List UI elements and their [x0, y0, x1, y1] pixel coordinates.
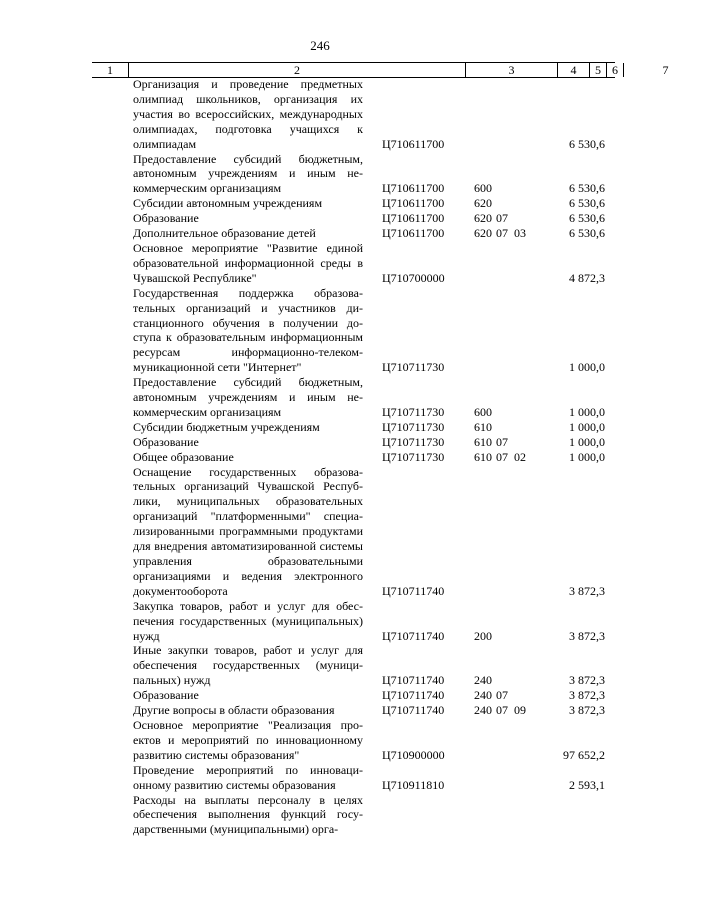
row-amount: 1 000,0 [569, 404, 605, 419]
table-row [0, 703, 640, 718]
row-amount: 3 872,3 [569, 688, 605, 703]
row-section: 07 [496, 449, 508, 464]
row-description: Закупка товаров, работ и услуг для обеспечения государственных (муниципальных) нужд [133, 598, 363, 643]
row-amount: 1 000,0 [569, 419, 605, 434]
row-subsection: 03 [514, 226, 526, 241]
row-description: Предоставление субсидий бюджетным, автономным учреждениям и иным некоммерческим организациям [133, 151, 363, 196]
table-row [0, 286, 640, 375]
row-expense-type: 620 [474, 196, 492, 211]
row-description: Основное мероприятие "Реализация проектов и мероприятий по инновационному развитию системы образования" [133, 717, 363, 762]
table-row [0, 599, 640, 644]
row-amount: 1 000,0 [569, 434, 605, 449]
table-row [0, 718, 640, 763]
row-amount: 1 000,0 [569, 360, 605, 375]
row-code: Ц710711730 [382, 449, 445, 464]
row-expense-type: 610 [474, 419, 492, 434]
row-expense-type: 600 [474, 181, 492, 196]
row-expense-type: 240 [474, 673, 492, 688]
row-section: 07 [496, 434, 508, 449]
row-code: Ц710711740 [382, 583, 445, 598]
row-expense-type: 620 [474, 211, 492, 226]
row-code: Ц710611700 [382, 136, 445, 151]
row-code: Ц710611700 [382, 196, 445, 211]
table-row [0, 435, 640, 450]
row-amount: 6 530,6 [569, 211, 605, 226]
row-amount: 3 872,3 [569, 583, 605, 598]
row-description: Субсидии автономным учреждениям [133, 196, 323, 211]
table-row [0, 241, 640, 286]
header-col-1: 1 [107, 63, 113, 77]
table-header [92, 62, 669, 78]
row-description: Образование [133, 688, 199, 703]
table-row [0, 152, 640, 197]
table-body [0, 77, 640, 837]
row-subsection: 09 [514, 703, 526, 718]
table-row [0, 450, 640, 465]
row-code: Ц710611700 [382, 211, 445, 226]
row-amount: 3 872,3 [569, 673, 605, 688]
row-amount: 3 872,3 [569, 703, 605, 718]
row-expense-type: 610 [474, 434, 492, 449]
row-subsection: 02 [514, 449, 526, 464]
header-col-6: 6 [606, 63, 623, 77]
header-col-7: 7 [623, 63, 707, 77]
row-code: Ц710711740 [382, 673, 445, 688]
row-description: Образование [133, 434, 199, 449]
row-amount: 2 593,1 [569, 777, 605, 792]
row-expense-type: 600 [474, 404, 492, 419]
row-expense-type: 610 [474, 449, 492, 464]
table-row [0, 226, 640, 241]
row-code: Ц710711740 [382, 688, 445, 703]
row-code: Ц710900000 [382, 747, 445, 762]
row-code: Ц710711740 [382, 628, 445, 643]
table-row [0, 77, 640, 152]
row-description: Образование [133, 211, 199, 226]
header-col-4: 4 [557, 63, 589, 77]
row-section: 07 [496, 688, 508, 703]
row-description: Другие вопросы в области образования [133, 703, 335, 718]
table-row [0, 793, 640, 838]
row-code: Ц710911810 [382, 777, 445, 792]
header-col-5: 5 [589, 63, 606, 77]
table-row [0, 196, 640, 211]
row-section: 07 [496, 226, 508, 241]
row-expense-type: 620 [474, 226, 492, 241]
row-description: Основное мероприятие "Развитие единой образовательной информационной среды в Чувашской Республике" [133, 240, 363, 285]
row-description: Оснащение государственных образовательных организаций Чувашской Республики, муниципальных образовательных организаций "платформенными" специализированными программными продуктами для внедрения автоматизированной системы управления образовательными организациями и ведения электронного документооборота [133, 464, 363, 598]
row-code: Ц710711730 [382, 434, 445, 449]
row-code: Ц710711730 [382, 360, 445, 375]
row-description: Проведение мероприятий по инновационному развитию системы образования [133, 762, 363, 792]
row-amount: 97 652,2 [563, 747, 605, 762]
row-section: 07 [496, 211, 508, 226]
header-col-2: 2 [128, 63, 465, 77]
row-expense-type: 240 [474, 703, 492, 718]
table-row [0, 643, 640, 688]
table-row [0, 211, 640, 226]
row-code: Ц710711730 [382, 404, 445, 419]
row-description: Государственная поддержка образовательных организаций и участников дистанционного обучения в получении доступа к образовательным информационным ресурсам информационно-телекоммуникационной сети "Интернет" [133, 285, 363, 375]
row-description: Расходы на выплаты персоналу в целях обеспечения выполнения функций государственными (муниципальными) орга- [133, 792, 363, 837]
page-number: 246 [310, 38, 330, 53]
row-amount: 1 000,0 [569, 449, 605, 464]
table-row [0, 688, 640, 703]
row-description: Общее образование [133, 449, 234, 464]
row-amount: 6 530,6 [569, 226, 605, 241]
row-expense-type: 240 [474, 688, 492, 703]
row-description: Дополнительное образование детей [133, 226, 316, 241]
row-amount: 4 872,3 [569, 270, 605, 285]
row-description: Иные закупки товаров, работ и услуг для обеспечения государственных (муниципальных) нужд [133, 643, 363, 688]
row-amount: 6 530,6 [569, 196, 605, 211]
row-amount: 6 530,6 [569, 136, 605, 151]
row-code: Ц710700000 [382, 270, 445, 285]
row-amount: 3 872,3 [569, 628, 605, 643]
row-description: Организация и проведение предметных олимпиад школьников, организация их участия во всероссийских, международных олимпиадах, подготовка учащихся к олимпиадам [133, 77, 363, 151]
row-amount: 6 530,6 [569, 181, 605, 196]
row-code: Ц710611700 [382, 226, 445, 241]
row-code: Ц710711740 [382, 703, 445, 718]
table-row [0, 465, 640, 599]
table-row [0, 763, 640, 793]
header-col-3: 3 [465, 63, 557, 77]
row-expense-type: 200 [474, 628, 492, 643]
table-row [0, 375, 640, 420]
row-description: Субсидии бюджетным учреждениям [133, 419, 320, 434]
row-code: Ц710611700 [382, 181, 445, 196]
row-section: 07 [496, 703, 508, 718]
row-description: Предоставление субсидий бюджетным, автономным учреждениям и иным некоммерческим организациям [133, 375, 363, 419]
row-code: Ц710711730 [382, 419, 445, 434]
table-row [0, 420, 640, 435]
